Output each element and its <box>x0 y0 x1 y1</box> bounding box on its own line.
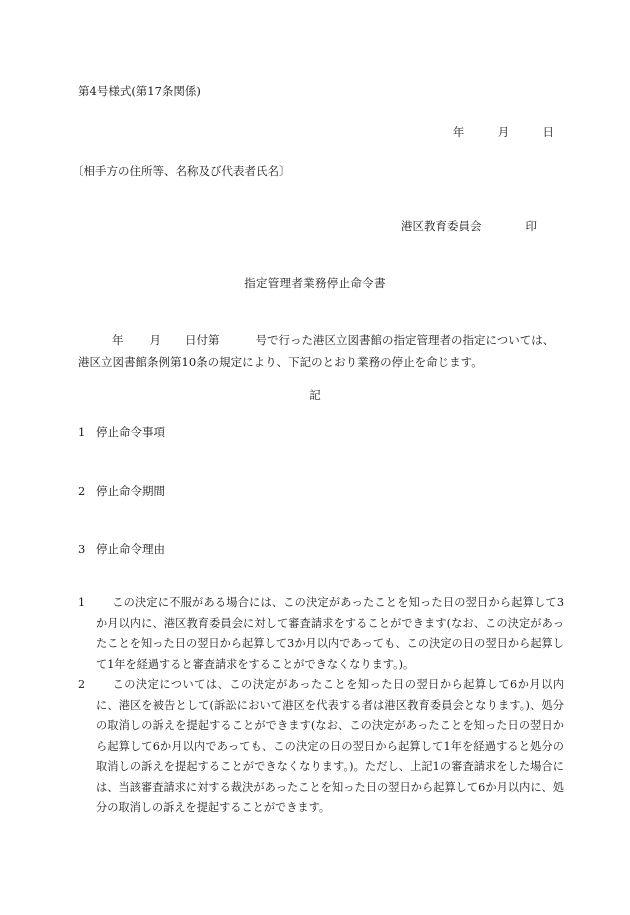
note-administrative-appeal <box>78 593 564 675</box>
body-year: 年 <box>112 333 124 347</box>
date-month: 月 <box>497 125 510 139</box>
item-label: 停止命令期間 <box>96 484 165 498</box>
item-label: 停止命令理由 <box>96 542 165 556</box>
date-line <box>453 124 554 140</box>
item-suspension-matters <box>78 424 165 440</box>
item-suspension-period <box>78 483 165 499</box>
item-number: 1 <box>78 425 86 439</box>
issuer-name: 港区教育委員会 <box>401 219 482 233</box>
issuer-line <box>401 218 537 234</box>
note-number: 2 <box>78 678 86 691</box>
recipient-placeholder: 〔相手方の住所等、名称及び代表者氏名〕 <box>72 164 291 178</box>
date-year: 年 <box>452 125 465 139</box>
document-title: 指定管理者業務停止命令書 <box>244 276 386 290</box>
item-number: 3 <box>78 542 86 556</box>
ki-heading: 記 <box>309 388 321 402</box>
item-number: 2 <box>78 484 86 498</box>
body-day-suffix: 日付第 <box>185 333 220 347</box>
body-month: 月 <box>149 333 161 347</box>
date-day: 日 <box>542 125 554 139</box>
note-revocation-suit <box>78 675 564 819</box>
body-paragraph <box>78 329 561 373</box>
note-text: この決定に不服がある場合には、この決定があったことを知った日の翌日から起算して3か月以内に、港区教育委員会に対して審査請求をすることができます(なお、この決定があったことを知った日の翌日から起算して3か月以内であっても、この決定の日の翌日から起算して1年を経過すると審査請求をすることができなくなります。)。 <box>96 596 564 671</box>
appeal-notes <box>78 593 564 819</box>
body-number-suffix: 号で行った港区立図書館の指定管理者の指定については、港区立図書館条例第10条の規定により、下記のとおり業務の停止を命じます。 <box>78 333 555 369</box>
item-suspension-reason <box>78 541 165 557</box>
note-text: この決定については、この決定があったことを知った日の翌日から起算して6か月以内に、港区を被告として(訴訟において港区を代表する者は港区教育委員会となります。)、処分の取消しの訴えを提起することができます(なお、この決定があったことを知った日の翌日から起算して6か月以内であっても、この決定の日の翌日から起算して1年を経過すると処分の取消しの訴えを提起することができなくなります。)。ただし、上記1の審査請求をした場合には、当該審査請求に対する裁決があったことを知った日の翌日から起算して6か月以内に、処分の取消しの訴えを提起することができます。 <box>96 678 564 814</box>
item-label: 停止命令事項 <box>96 425 165 439</box>
form-number: 第4号様式(第17条関係) <box>78 84 201 98</box>
seal-mark: 印 <box>525 219 537 233</box>
note-number: 1 <box>78 596 86 609</box>
